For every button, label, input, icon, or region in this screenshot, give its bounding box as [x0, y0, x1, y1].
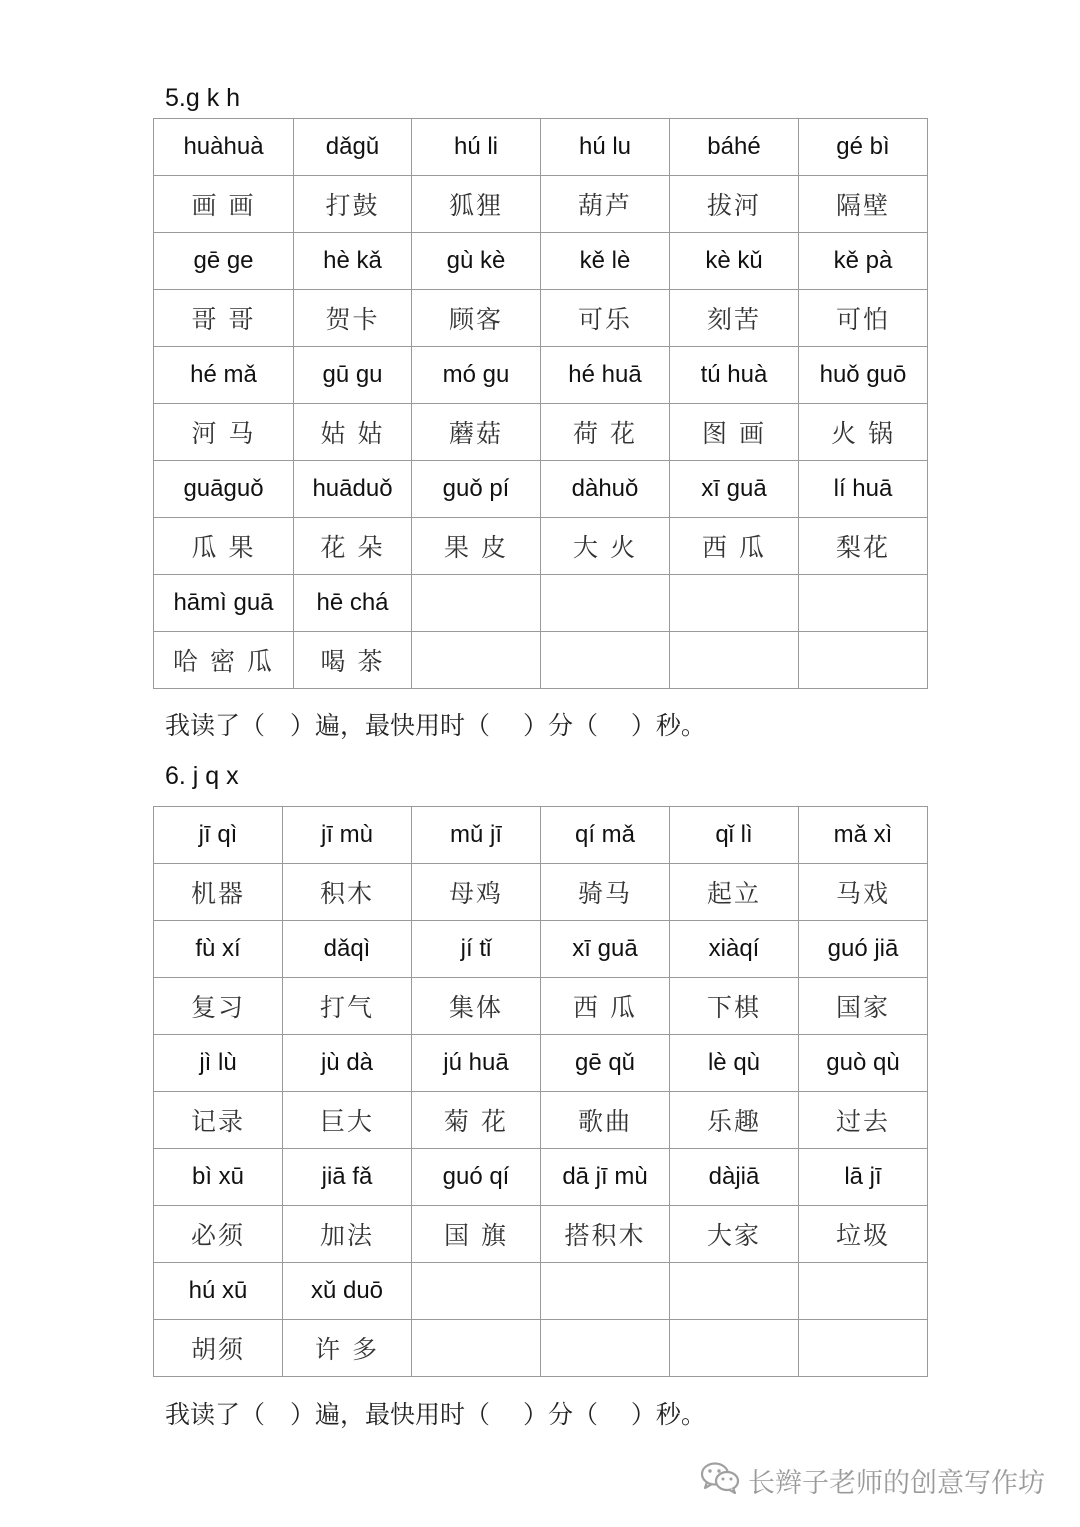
hanzi-cell: 西 瓜: [541, 978, 670, 1035]
pinyin-cell: báhé: [670, 119, 799, 176]
pinyin-cell: xī guā: [541, 921, 670, 978]
hanzi-cell: 垃圾: [799, 1206, 928, 1263]
pinyin-cell: gū gu: [294, 347, 412, 404]
pinyin-row: [154, 1263, 928, 1320]
pinyin-cell: huāduǒ: [294, 461, 412, 518]
hanzi-row: [154, 632, 928, 689]
hanzi-cell: 机器: [154, 864, 283, 921]
hanzi-cell: 葫芦: [541, 176, 670, 233]
hanzi-cell: 骑马: [541, 864, 670, 921]
wechat-icon: [700, 1461, 740, 1500]
pinyin-cell: mó gu: [412, 347, 541, 404]
pinyin-row: [154, 461, 928, 518]
pinyin-cell: gē qǔ: [541, 1035, 670, 1092]
empty-cell: [541, 1263, 670, 1320]
hanzi-row: [154, 518, 928, 575]
hanzi-cell: 画 画: [154, 176, 294, 233]
hanzi-row: [154, 176, 928, 233]
pinyin-cell: guó jiā: [799, 921, 928, 978]
pinyin-cell: lā jī: [799, 1149, 928, 1206]
hanzi-row: [154, 290, 928, 347]
hanzi-cell: 国 旗: [412, 1206, 541, 1263]
section-6-reading-record: 我读了（ ）遍，最快用时（ ）分（ ）秒。: [165, 1400, 706, 1429]
hanzi-cell: 图 画: [670, 404, 799, 461]
empty-cell: [670, 1263, 799, 1320]
hanzi-row: [154, 978, 928, 1035]
hanzi-row: [154, 864, 928, 921]
pinyin-cell: tú huà: [670, 347, 799, 404]
watermark: [700, 1458, 1045, 1502]
hanzi-cell: 哈 密 瓜: [154, 632, 294, 689]
hanzi-cell: 复习: [154, 978, 283, 1035]
pinyin-cell: dā jī mù: [541, 1149, 670, 1206]
pinyin-row: [154, 347, 928, 404]
pinyin-cell: gē ge: [154, 233, 294, 290]
pinyin-cell: mǔ jī: [412, 807, 541, 864]
empty-cell: [541, 1320, 670, 1377]
pinyin-cell: hāmì guā: [154, 575, 294, 632]
pinyin-cell: lí huā: [799, 461, 928, 518]
section-6-table: [153, 806, 928, 1377]
pinyin-row: [154, 233, 928, 290]
pinyin-cell: xiàqí: [670, 921, 799, 978]
hanzi-row: [154, 404, 928, 461]
pinyin-cell: hú lu: [541, 119, 670, 176]
hanzi-cell: 火 锅: [799, 404, 928, 461]
hanzi-cell: 荷 花: [541, 404, 670, 461]
pinyin-cell: dǎgǔ: [294, 119, 412, 176]
pinyin-row: [154, 575, 928, 632]
section-6-title: 6. j q x: [165, 762, 239, 790]
pinyin-cell: kě lè: [541, 233, 670, 290]
pinyin-cell: hé huā: [541, 347, 670, 404]
pinyin-row: [154, 1149, 928, 1206]
watermark-text: 长辫子老师的创意写作坊: [748, 1467, 1045, 1499]
pinyin-cell: guāguǒ: [154, 461, 294, 518]
pinyin-cell: jù dà: [283, 1035, 412, 1092]
pinyin-cell: xǔ duō: [283, 1263, 412, 1320]
pinyin-cell: jí tǐ: [412, 921, 541, 978]
hanzi-cell: 姑 姑: [294, 404, 412, 461]
pinyin-cell: xī guā: [670, 461, 799, 518]
hanzi-cell: 可怕: [799, 290, 928, 347]
pinyin-cell: jì lù: [154, 1035, 283, 1092]
hanzi-cell: 刻苦: [670, 290, 799, 347]
pinyin-cell: kě pà: [799, 233, 928, 290]
hanzi-cell: 顾客: [412, 290, 541, 347]
hanzi-cell: 记录: [154, 1092, 283, 1149]
hanzi-cell: 许 多: [283, 1320, 412, 1377]
pinyin-cell: hú li: [412, 119, 541, 176]
hanzi-cell: 果 皮: [412, 518, 541, 575]
hanzi-cell: 河 马: [154, 404, 294, 461]
hanzi-cell: 必须: [154, 1206, 283, 1263]
pinyin-cell: guò qù: [799, 1035, 928, 1092]
empty-cell: [799, 1320, 928, 1377]
hanzi-cell: 西 瓜: [670, 518, 799, 575]
hanzi-cell: 乐趣: [670, 1092, 799, 1149]
hanzi-cell: 马戏: [799, 864, 928, 921]
pinyin-cell: dàjiā: [670, 1149, 799, 1206]
hanzi-cell: 拔河: [670, 176, 799, 233]
hanzi-cell: 隔壁: [799, 176, 928, 233]
empty-cell: [541, 632, 670, 689]
hanzi-cell: 集体: [412, 978, 541, 1035]
pinyin-row: [154, 921, 928, 978]
pinyin-cell: gé bì: [799, 119, 928, 176]
empty-cell: [670, 632, 799, 689]
hanzi-cell: 菊 花: [412, 1092, 541, 1149]
pinyin-cell: huǒ guō: [799, 347, 928, 404]
hanzi-cell: 国家: [799, 978, 928, 1035]
hanzi-cell: 花 朵: [294, 518, 412, 575]
pinyin-row: [154, 119, 928, 176]
hanzi-cell: 歌曲: [541, 1092, 670, 1149]
pinyin-cell: bì xū: [154, 1149, 283, 1206]
pinyin-cell: guǒ pí: [412, 461, 541, 518]
hanzi-cell: 贺卡: [294, 290, 412, 347]
pinyin-cell: fù xí: [154, 921, 283, 978]
hanzi-cell: 搭积木: [541, 1206, 670, 1263]
hanzi-cell: 起立: [670, 864, 799, 921]
hanzi-cell: 梨花: [799, 518, 928, 575]
hanzi-cell: 下棋: [670, 978, 799, 1035]
pinyin-row: [154, 807, 928, 864]
hanzi-cell: 大 火: [541, 518, 670, 575]
hanzi-cell: 狐狸: [412, 176, 541, 233]
hanzi-cell: 大家: [670, 1206, 799, 1263]
pinyin-cell: jī qì: [154, 807, 283, 864]
hanzi-cell: 打气: [283, 978, 412, 1035]
hanzi-cell: 胡须: [154, 1320, 283, 1377]
empty-cell: [799, 632, 928, 689]
empty-cell: [412, 632, 541, 689]
empty-cell: [799, 575, 928, 632]
hanzi-cell: 蘑菇: [412, 404, 541, 461]
section-5-reading-record: 我读了（ ）遍，最快用时（ ）分（ ）秒。: [165, 711, 706, 740]
pinyin-cell: hú xū: [154, 1263, 283, 1320]
pinyin-cell: jú huā: [412, 1035, 541, 1092]
pinyin-cell: qǐ lì: [670, 807, 799, 864]
empty-cell: [799, 1263, 928, 1320]
pinyin-cell: huàhuà: [154, 119, 294, 176]
pinyin-cell: dàhuǒ: [541, 461, 670, 518]
empty-cell: [670, 575, 799, 632]
hanzi-cell: 巨大: [283, 1092, 412, 1149]
pinyin-cell: jī mù: [283, 807, 412, 864]
pinyin-cell: kè kǔ: [670, 233, 799, 290]
hanzi-row: [154, 1206, 928, 1263]
hanzi-cell: 过去: [799, 1092, 928, 1149]
empty-cell: [541, 575, 670, 632]
pinyin-cell: lè qù: [670, 1035, 799, 1092]
hanzi-cell: 可乐: [541, 290, 670, 347]
hanzi-cell: 打鼓: [294, 176, 412, 233]
hanzi-row: [154, 1320, 928, 1377]
pinyin-cell: mǎ xì: [799, 807, 928, 864]
hanzi-row: [154, 1092, 928, 1149]
hanzi-cell: 喝 茶: [294, 632, 412, 689]
pinyin-cell: hē chá: [294, 575, 412, 632]
section-5-table: [153, 118, 928, 689]
empty-cell: [670, 1320, 799, 1377]
pinyin-cell: qí mǎ: [541, 807, 670, 864]
empty-cell: [412, 1263, 541, 1320]
pinyin-cell: guó qí: [412, 1149, 541, 1206]
pinyin-cell: dǎqì: [283, 921, 412, 978]
hanzi-cell: 瓜 果: [154, 518, 294, 575]
section-5-title: 5.g k h: [165, 84, 241, 112]
hanzi-cell: 母鸡: [412, 864, 541, 921]
hanzi-cell: 积木: [283, 864, 412, 921]
empty-cell: [412, 575, 541, 632]
pinyin-cell: jiā fǎ: [283, 1149, 412, 1206]
empty-cell: [412, 1320, 541, 1377]
hanzi-cell: 加法: [283, 1206, 412, 1263]
pinyin-cell: hè kǎ: [294, 233, 412, 290]
pinyin-cell: hé mǎ: [154, 347, 294, 404]
pinyin-cell: gù kè: [412, 233, 541, 290]
hanzi-cell: 哥 哥: [154, 290, 294, 347]
pinyin-row: [154, 1035, 928, 1092]
